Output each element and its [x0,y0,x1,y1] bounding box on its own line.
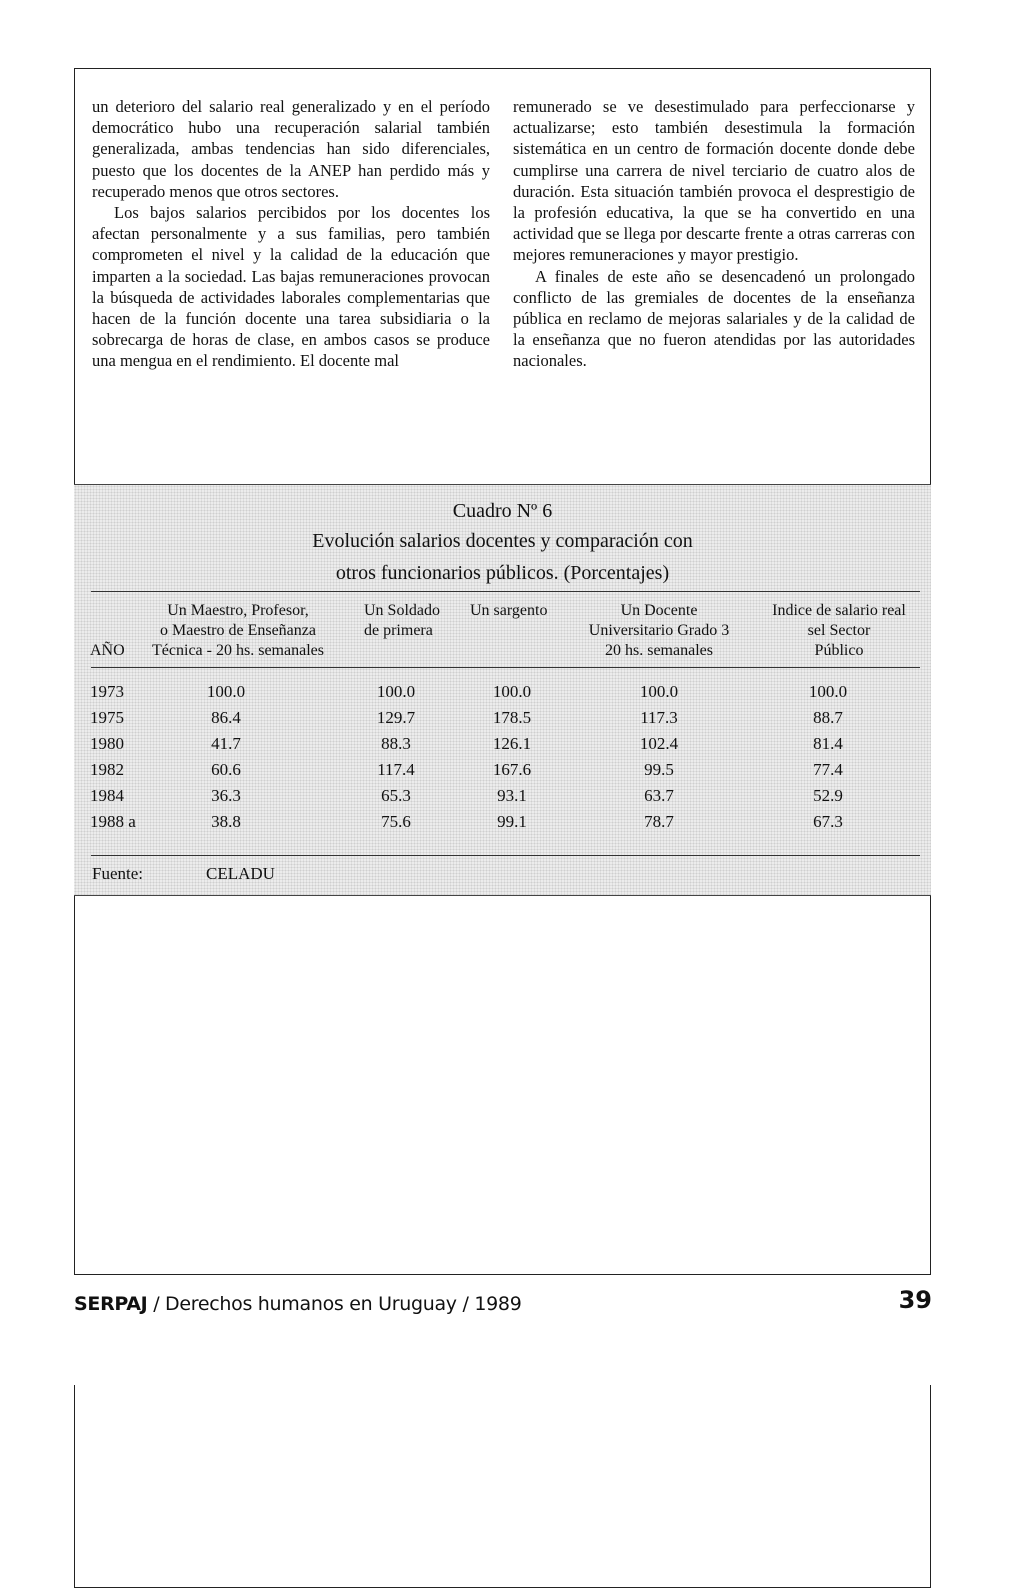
table-subtitle: otros funcionarios públicos. (Porcentajes) [335,562,670,584]
salary-table [74,484,931,896]
cell-soldado: 65.3 [381,786,411,805]
cell-docente: 63.7 [644,786,674,805]
cell-year: 1975 [90,708,124,727]
frame-bottom-rule [74,1274,931,1275]
cell-maestro: 100.0 [206,682,246,701]
table-rule [91,591,920,592]
text-column-right [513,96,915,372]
frame-cut [74,1275,934,1385]
paragraph: Los bajos salarios percibidos por los docentes los afectan personalmente y a sus familias, pero también comprometen el nivel y la calidad de la educación que imparten a la sociedad. Las bajas remuneraciones provocan la búsqueda de actividades laborales complementarias que hacen de la función docente una tarea subsidiaria o la sobrecarga de horas de clase, en ambos casos se produce una mengua en el rendimiento. El docente mal [92,203,490,371]
source-label: Fuente: [92,864,143,883]
cell-docente: 78.7 [644,812,674,831]
header-docente-2: Universitario Grado 3 [588,622,730,639]
header-indice-3: Público [814,642,864,659]
running-footer [74,1293,521,1315]
header-docente-1: Un Docente [620,602,698,619]
cell-sargento: 99.1 [497,812,527,831]
header-maestro-2: o Maestro de Enseñanza [160,622,316,639]
cell-year: 1984 [90,786,124,805]
header-year: AÑO [90,642,125,659]
footer-brand: SERPAJ [74,1293,148,1315]
cell-docente: 117.3 [640,708,678,727]
cell-maestro: 86.4 [211,708,241,727]
header-soldado-1: Un Soldado [364,602,440,619]
cell-sargento: 100.0 [492,682,532,701]
table-rule [91,855,920,856]
cell-docente: 102.4 [639,734,679,753]
cell-docente: 99.5 [644,760,674,779]
page-number: 39 [898,1286,932,1314]
cell-indice: 81.4 [813,734,843,753]
cell-docente: 100.0 [639,682,679,701]
table-title: Cuadro Nº 6 [452,500,553,522]
cell-soldado: 117.4 [377,760,415,779]
paragraph: A finales de este año se desencadenó un prolongado conflicto de las gremiales de docentes de la enseñanza pública en reclamo de mejoras salariales y de la calidad de la enseñanza que no fueron atendidas por las autoridades nacionales. [513,266,915,371]
cell-year: 1982 [90,760,124,779]
header-sargento: Un sargento [470,602,548,619]
header-soldado-2: de primera [364,622,433,639]
cell-maestro: 36.3 [211,786,241,805]
cell-sargento: 178.5 [492,708,532,727]
cell-sargento: 167.6 [492,760,532,779]
cell-soldado: 75.6 [381,812,411,831]
header-maestro-1: Un Maestro, Profesor, [167,602,309,619]
cell-indice: 88.7 [813,708,843,727]
cell-indice: 77.4 [813,760,843,779]
header-docente-3: 20 hs. semanales [605,642,713,659]
header-maestro-3: Técnica - 20 hs. semanales [152,642,324,659]
cell-sargento: 93.1 [497,786,527,805]
paragraph: remunerado se ve desestimulado para perfeccionarse y actualizarse; esto también desestimula la formación sistemática en un centro de formación docente donde debe cumplirse una carrera de nivel terciario de cuatro alos de duración. Esta situación también provoca el desprestigio de la profesión educativa, la que se ha convertido en una actividad que se llega por descarte frente a otras carreras con mejores remuneraciones y mayor prestigio. [513,97,915,265]
footer-text: / Derechos humanos en Uruguay / 1989 [147,1293,522,1315]
cell-soldado: 100.0 [376,682,416,701]
table-subtitle: Evolución salarios docentes y comparación con [312,530,693,552]
source-value: CELADU [206,864,275,883]
cell-indice: 52.9 [813,786,843,805]
cell-indice: 67.3 [813,812,843,831]
header-indice-1: Indice de salario real [772,602,906,619]
cell-maestro: 60.6 [211,760,241,779]
cell-maestro: 41.7 [211,734,241,753]
text-column-left [92,96,490,372]
cell-year: 1973 [90,682,124,701]
cell-year: 1980 [90,734,124,753]
cell-year: 1988 a [90,812,136,831]
cell-indice: 100.0 [808,682,848,701]
header-indice-2: sel Sector [807,622,871,639]
cell-maestro: 38.8 [211,812,241,831]
cell-soldado: 88.3 [381,734,411,753]
paragraph: un deterioro del salario real generalizado y en el período democrático hubo una recuperación salarial también generalizada, ambas tendencias han sido diferenciales, puesto que los docentes de la ANEP han perdido más y recuperado menos que otros sectores. [92,97,490,201]
table-rule [91,667,920,668]
cell-soldado: 129.7 [376,708,416,727]
cell-sargento: 126.1 [492,734,532,753]
